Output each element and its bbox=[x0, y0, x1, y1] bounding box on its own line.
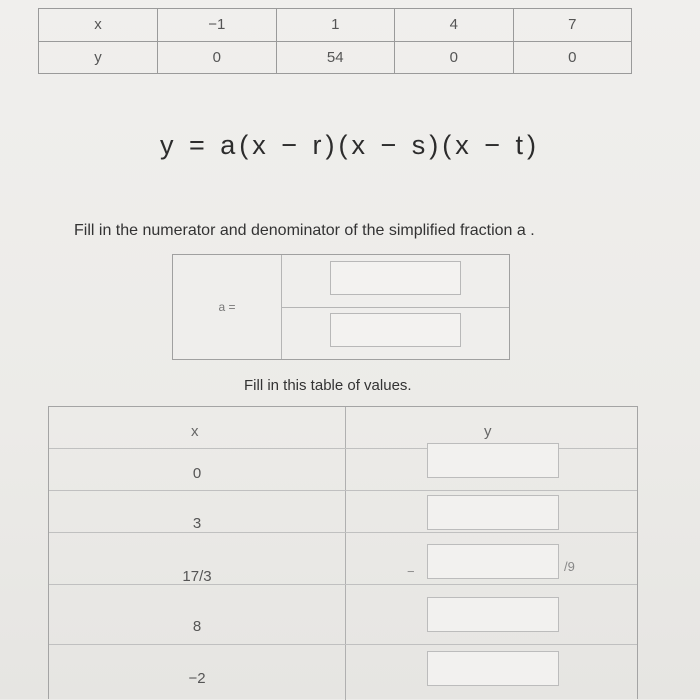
y-value-input[interactable] bbox=[427, 651, 559, 686]
x-value-cell: 17/3 bbox=[182, 568, 212, 585]
x-value-cell: 0 bbox=[192, 465, 202, 482]
cubic-equation: y = a(x − r)(x − s)(x − t) bbox=[159, 130, 541, 160]
y-column-header: y bbox=[484, 423, 492, 440]
y-value-input[interactable] bbox=[427, 443, 559, 478]
numerator-input[interactable] bbox=[330, 261, 461, 295]
given-x-header: x bbox=[39, 9, 158, 42]
x-value-cell: 8 bbox=[192, 618, 202, 635]
values-table bbox=[48, 406, 638, 699]
given-y-header: y bbox=[39, 41, 158, 74]
given-x-cell: −1 bbox=[158, 9, 277, 42]
given-y-cell: 0 bbox=[513, 41, 632, 74]
given-y-cell: 0 bbox=[158, 41, 277, 74]
y-value-input[interactable] bbox=[427, 544, 559, 579]
negative-prefix: − bbox=[407, 564, 415, 579]
given-y-cell: 0 bbox=[395, 41, 514, 74]
x-column-header: x bbox=[191, 423, 199, 440]
given-y-row bbox=[39, 41, 632, 74]
given-points-table bbox=[38, 8, 632, 74]
x-value-cell: 3 bbox=[192, 515, 202, 532]
column-divider bbox=[345, 407, 346, 700]
given-x-cell: 1 bbox=[276, 9, 395, 42]
denominator-suffix: /9 bbox=[564, 559, 575, 574]
given-x-cell: 4 bbox=[395, 9, 514, 42]
y-value-input[interactable] bbox=[427, 597, 559, 632]
row-divider bbox=[49, 532, 637, 533]
fraction-instruction: Fill in the numerator and denominator of the simplified fraction a . bbox=[74, 222, 535, 239]
fraction-answer-box bbox=[172, 254, 510, 360]
denominator-input[interactable] bbox=[330, 313, 461, 347]
table-instruction: Fill in this table of values. bbox=[244, 377, 412, 394]
given-x-cell: 7 bbox=[513, 9, 632, 42]
a-equals-label: a = bbox=[218, 300, 236, 314]
row-divider bbox=[49, 490, 637, 491]
y-value-input[interactable] bbox=[427, 495, 559, 530]
given-x-row bbox=[39, 9, 632, 42]
row-divider bbox=[49, 644, 637, 645]
x-value-cell: −2 bbox=[188, 670, 206, 687]
given-y-cell: 54 bbox=[276, 41, 395, 74]
fraction-bar bbox=[281, 307, 509, 308]
